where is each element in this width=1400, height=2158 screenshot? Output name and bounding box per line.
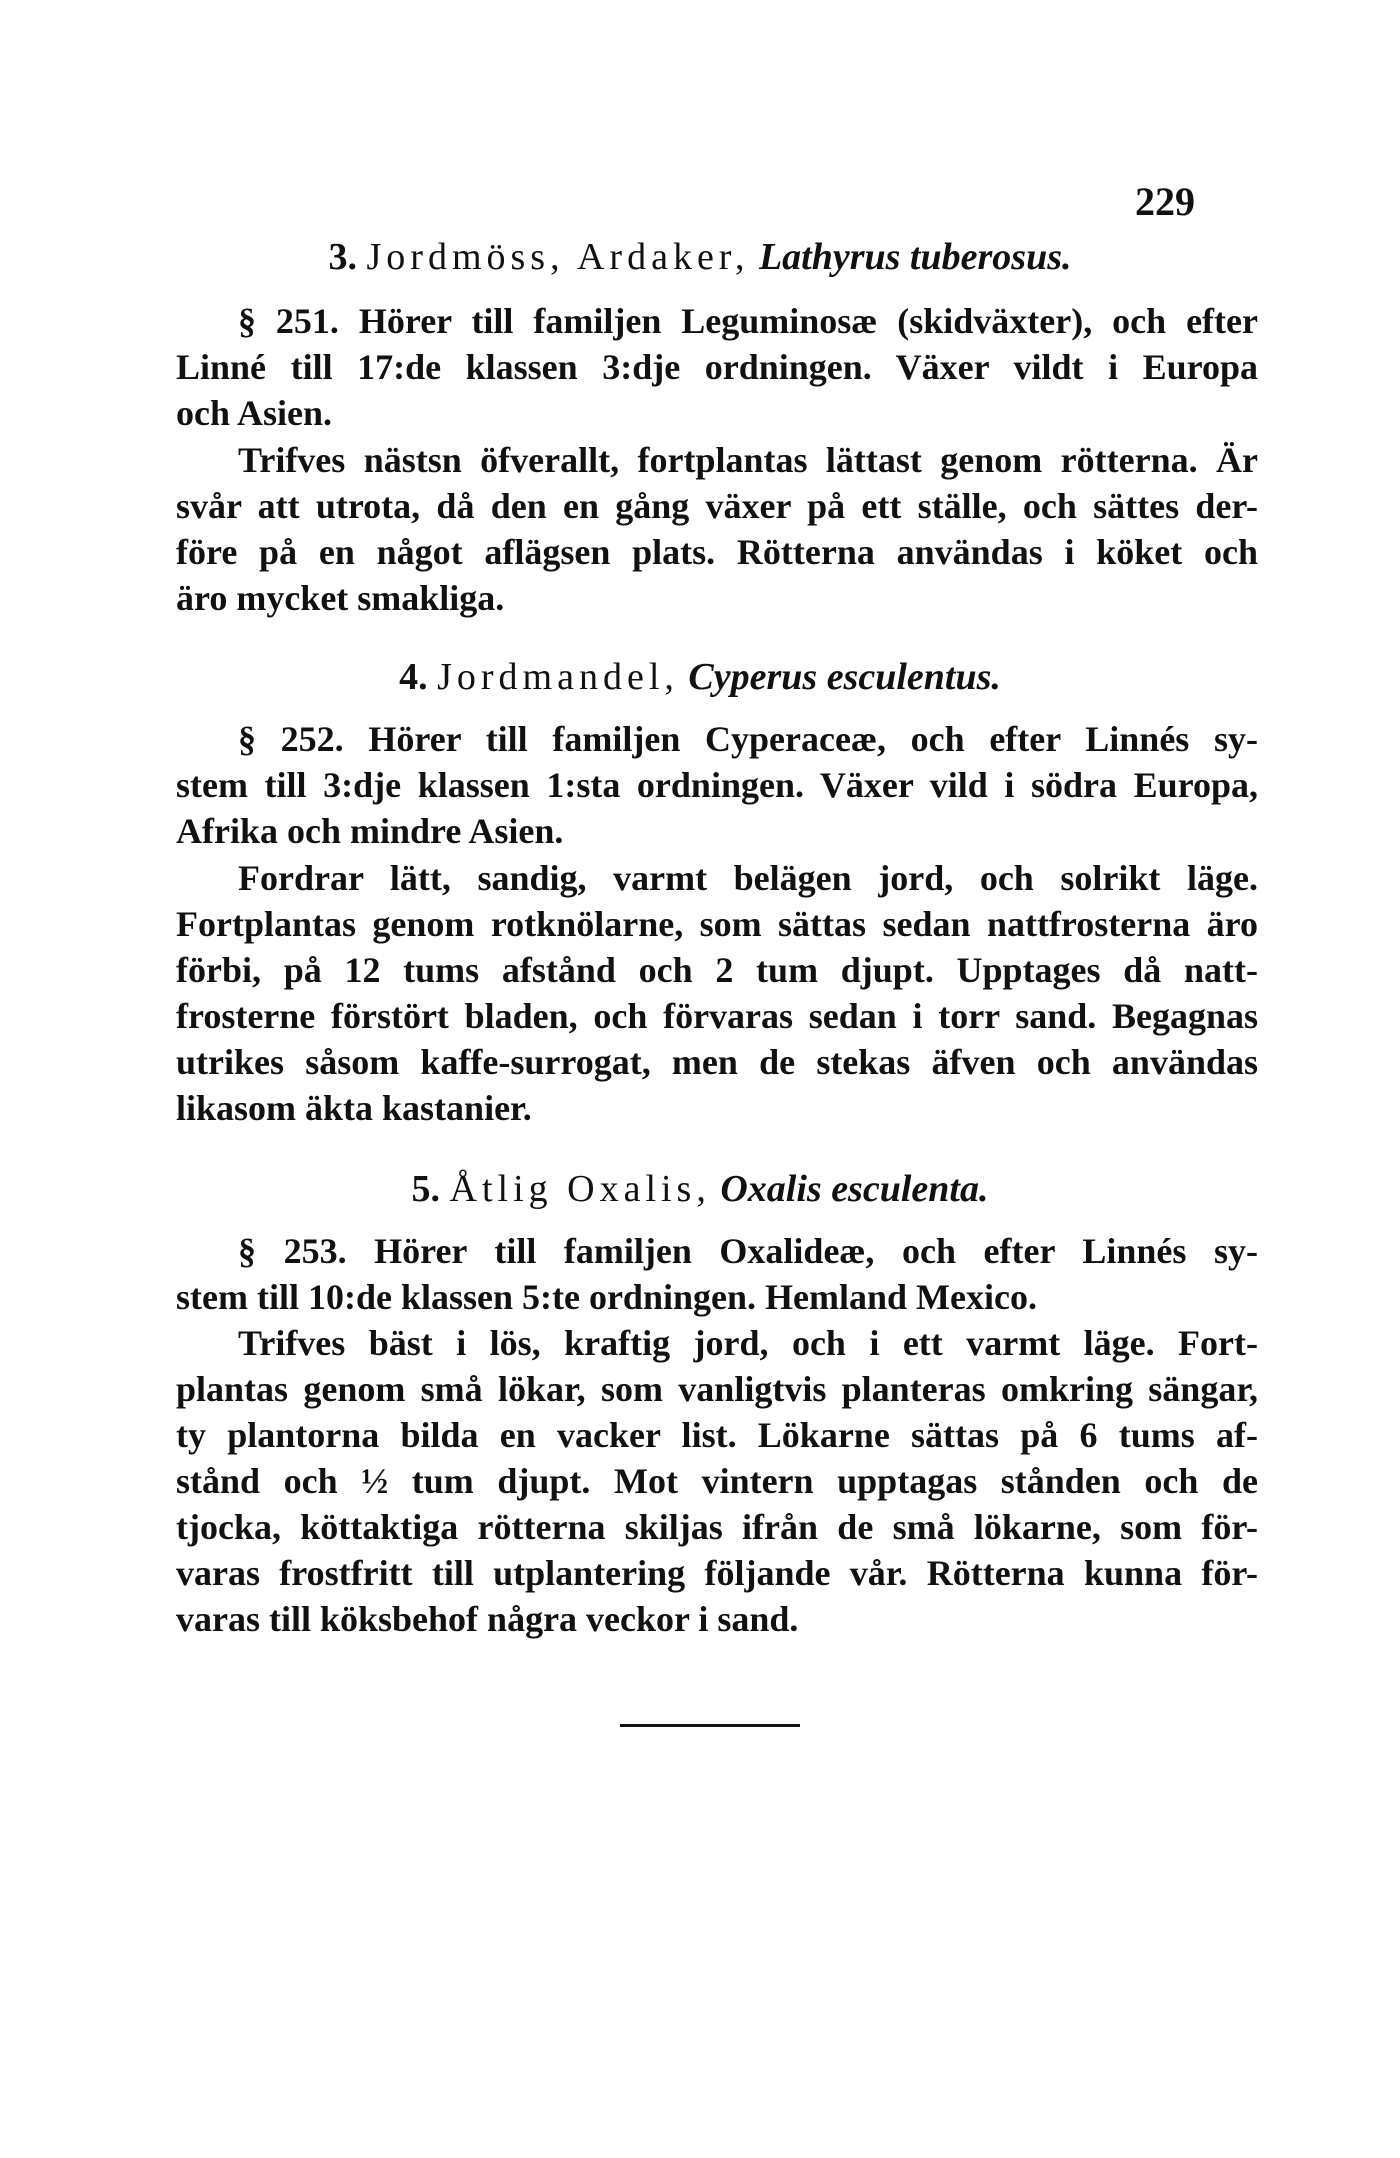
paragraph-251-cultivation	[176, 437, 1258, 621]
text-line: Linné till 17:de klassen 3:dje ordningen. Växer vildt i Europa	[176, 347, 1258, 387]
heading-latin-name: Lathyrus tuberosus.	[758, 236, 1072, 278]
heading-common-name: Jordmandel,	[437, 656, 679, 698]
heading-number: 5.	[411, 1168, 441, 1210]
heading-number: 3.	[328, 236, 357, 278]
text-line: likasom äkta kastanier.	[176, 1088, 532, 1128]
text-line: äro mycket smakliga.	[176, 578, 505, 618]
text-line: varas frostfritt till utplantering följande vår. Rötterna kunna för-	[176, 1553, 1258, 1593]
text-line: utrikes såsom kaffe-surrogat, men de stekas äfven och användas	[176, 1042, 1258, 1082]
text-line: varas till köksbehof några veckor i sand.	[176, 1599, 799, 1639]
text-line: plantas genom små lökar, som vanligtvis planteras omkring sängar,	[176, 1369, 1258, 1409]
text-line: Fortplantas genom rotknölarne, som sättas sedan nattfrosterna äro	[176, 904, 1258, 944]
section-heading-5	[0, 1170, 1400, 1208]
section-heading-4	[0, 658, 1400, 696]
text-line: Fordrar lätt, sandig, varmt belägen jord, och solrikt läge.	[238, 858, 1258, 898]
heading-common-name: Åtlig Oxalis,	[449, 1168, 711, 1210]
heading-latin-name: Cyperus esculentus.	[688, 656, 1001, 698]
page-number: 229	[1135, 179, 1195, 224]
text-line: ty plantorna bilda en vacker list. Lökarne sättas på 6 tums af-	[176, 1415, 1258, 1455]
heading-latin-name: Oxalis esculenta.	[720, 1168, 989, 1210]
text-line: Trifves nästsn öfverallt, fortplantas lättast genom rötterna. Är	[238, 440, 1258, 480]
text-line: tjocka, köttaktiga rötterna skiljas ifrån de små lökarne, som för-	[176, 1507, 1258, 1547]
paragraph-252	[176, 716, 1258, 854]
heading-common-name: Jordmöss, Ardaker,	[366, 236, 750, 278]
text-line: förbi, på 12 tums afstånd och 2 tum djupt. Upptages då natt-	[176, 950, 1258, 990]
text-line: och Asien.	[176, 393, 333, 433]
text-line: stem till 10:de klassen 5:te ordningen. Hemland Mexico.	[176, 1277, 1037, 1317]
paragraph-252-cultivation	[176, 855, 1258, 1131]
paragraph-251	[176, 298, 1258, 436]
text-line: svår att utrota, då den en gång växer på ett ställe, och sättes der-	[176, 486, 1258, 526]
paragraph-253	[176, 1228, 1258, 1320]
text-line: Afrika och mindre Asien.	[176, 811, 564, 851]
end-rule	[620, 1724, 800, 1727]
text-line: före på en något aflägsen plats. Rötterna användas i köket och	[176, 532, 1258, 572]
text-line: stem till 3:dje klassen 1:sta ordningen. Växer vild i södra Europa,	[176, 765, 1258, 805]
text-line: § 252. Hörer till familjen Cyperaceæ, och efter Linnés sy-	[238, 719, 1258, 759]
paragraph-253-cultivation	[176, 1320, 1258, 1642]
text-line: stånd och ½ tum djupt. Mot vintern upptagas stånden och de	[176, 1461, 1258, 1501]
text-line: § 253. Hörer till familjen Oxalideæ, och efter Linnés sy-	[238, 1231, 1258, 1271]
heading-number: 4.	[399, 656, 428, 698]
section-heading-3	[0, 238, 1400, 276]
text-line: Trifves bäst i lös, kraftig jord, och i ett varmt läge. Fort-	[238, 1323, 1258, 1363]
text-line: § 251. Hörer till familjen Leguminosæ (skidväxter), och efter	[238, 301, 1258, 341]
text-line: frosterne förstört bladen, och förvaras sedan i torr sand. Begagnas	[176, 996, 1258, 1036]
